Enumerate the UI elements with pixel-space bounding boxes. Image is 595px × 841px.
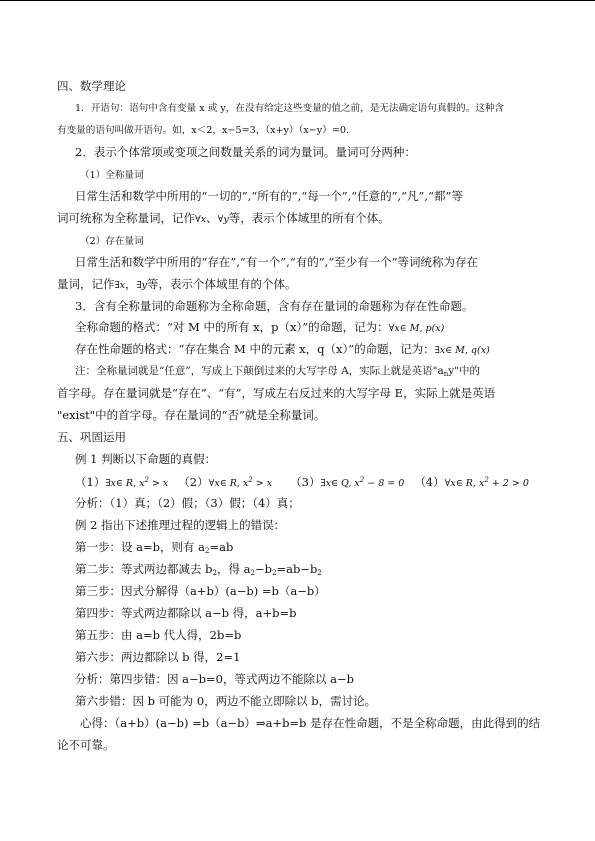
text-segment: ，得 a (217, 562, 251, 576)
existential-proposition-formula: ∃x∈ M, q(x) (434, 345, 490, 356)
existential-proposition-format (75, 342, 490, 358)
paragraph-open-sentence-cont: 有变量的语句叫做开语句。如，x＜2，x−5=3，（x+y）（x−y）=0. (57, 125, 350, 136)
paragraph-proposition-types: 3．含有全称量词的命题称为全称命题，含有存在量词的命题称为存在性命题。 (75, 299, 474, 313)
step-6: 第六步：两边都除以 b 得，2=1 (75, 650, 241, 664)
text-segment: =ab (209, 540, 234, 554)
formula-text: ∃x∈ R, x (105, 478, 145, 489)
paragraph-quantifier-intro: 2．表示个体常项或变项之间数量关系的词为量词。量词可分两种： (75, 145, 416, 159)
item-formula (105, 478, 168, 489)
subheading-existential-quantifier: （2）存在量词 (80, 236, 144, 247)
formula-text: ∃x∈ Q, x (320, 478, 360, 489)
formula-text: ∀x∈ R, x (208, 478, 249, 489)
example-1-analysis: 分析：（1）真；（2）假；（3）假；（4）真； (75, 496, 300, 510)
formula-text: > x (252, 478, 273, 489)
text-segment: 注：全称量词就是“任意”，写成上下颠倒过来的大写字母 A，实际上就是英语"a (75, 365, 444, 377)
subscript: 2 (271, 569, 277, 577)
section-5-title: 五、巩固运用 (57, 430, 126, 444)
example-1-items (75, 473, 529, 491)
subscript: 2 (205, 547, 210, 555)
text-segment: 第二步：等式两边都减去 b (75, 562, 213, 576)
universal-y-symbol: ∀y (217, 214, 229, 225)
example-1-prompt: 例 1 判断以下命题的真假： (75, 452, 217, 466)
item-formula (320, 478, 404, 489)
example-2-analysis: 分析：第四步错：因 a−b=0，等式两边不能除以 a−b (75, 672, 354, 686)
paragraph-open-sentence: 1．开语句：语句中含有变量 x 或 y，在没有给定这些变量的值之前，是无法确定语句真假的。这种含 (75, 103, 505, 114)
superscript: 2 (359, 476, 365, 484)
universal-proposition-format (75, 320, 444, 336)
formula-text: > x (148, 478, 169, 489)
step-5: 第五步：由 a=b 代人得，2b=b (75, 628, 242, 642)
text-segment: 量词，记作 (57, 277, 115, 291)
paragraph-existential-quantifier: 日常生活和数学中所用的“存在”,“有一个”,“有的”,“至少有一个”等词统称为存在 (75, 255, 478, 269)
paragraph-universal-quantifier-cont (57, 211, 390, 227)
item-formula (445, 478, 529, 489)
subscript: 2 (250, 569, 255, 577)
text-segment: 等，表示个体域里有的个体。 (147, 277, 297, 291)
text-segment: =ab−b (276, 562, 318, 576)
text-segment: 全称命题的格式：“对 M 中的所有 x，p（x）”的命题，记为： (75, 320, 389, 334)
universal-x-symbol: ∀x (195, 214, 207, 225)
superscript: 2 (248, 476, 253, 484)
item-label: （2） (178, 475, 209, 489)
paragraph-universal-quantifier: 日常生活和数学中所用的“一切的”,“所有的”,“每一个”,“任意的”,“凡”,“都”等 (75, 189, 463, 203)
text-segment: 等，表示个体域里的所有个体。 (228, 211, 390, 225)
item-label: （4） (414, 475, 445, 489)
note-quantifier-origin-cont: 首字母。存在量词就是“存在”、“有”，写成左右反过来的大写字母 E，实际上就是英语 (57, 386, 496, 400)
superscript: 2 (144, 476, 149, 484)
formula-text: ∀x∈ R, x (444, 478, 485, 489)
text-segment: 存在性命题的格式：“存在集合 M 中的元素 x，q（x）”的命题，记为： (75, 342, 435, 356)
subscript: 2 (212, 569, 217, 577)
step-1 (75, 540, 233, 559)
existential-y-symbol: ∃y (136, 280, 148, 291)
note-quantifier-origin-cont-2: "exist"中的首字母。存在量词的“否”就是全称量词。 (57, 408, 326, 422)
text-segment: −b (254, 562, 272, 576)
text-segment: y"中的 (448, 365, 481, 377)
formula-text: − 8 = 0 (364, 478, 405, 489)
paragraph-existential-quantifier-cont (57, 277, 297, 293)
subscript: n (443, 370, 449, 378)
text-segment: 、 (206, 211, 218, 225)
step-3: 第三步：因式分解得（a+b）(a−b) =b（a−b） (75, 584, 326, 598)
insight: 心得：（a+b）(a−b) =b（a−b）⇒a+b=b 是存在性命题，不是全称命题，由此得到的结 (80, 716, 541, 730)
example-2-prompt: 例 2 指出下述推理过程的逻辑上的错误： (75, 518, 286, 532)
text-segment: 词可统称为全称量词，记作 (57, 211, 195, 225)
item-formula (209, 478, 273, 489)
superscript: 2 (484, 476, 489, 484)
section-4-title: 四、数学理论 (57, 79, 126, 93)
example-2-analysis-step6: 第六步错：因 b 可能为 0，两边不能立即除以 b，需讨论。 (75, 694, 377, 708)
existential-x-symbol: ∃x (114, 280, 126, 291)
text-segment: 第一步：设 a=b，则有 a (75, 540, 206, 554)
text-segment: ， (125, 277, 137, 291)
formula-text: + 2 > 0 (488, 478, 529, 489)
subscript: 2 (317, 569, 322, 577)
item-label: （3） (290, 475, 321, 489)
subheading-universal-quantifier: （1）全称量词 (80, 170, 144, 181)
step-2 (75, 562, 322, 581)
item-label: （1） (75, 475, 106, 489)
insight-cont: 论不可靠。 (57, 738, 115, 752)
step-4: 第四步：等式两边都除以 a−b 得，a+b=b (75, 606, 297, 620)
universal-proposition-formula: ∀x∈ M, p(x) (388, 323, 445, 334)
note-quantifier-origin (75, 364, 480, 382)
